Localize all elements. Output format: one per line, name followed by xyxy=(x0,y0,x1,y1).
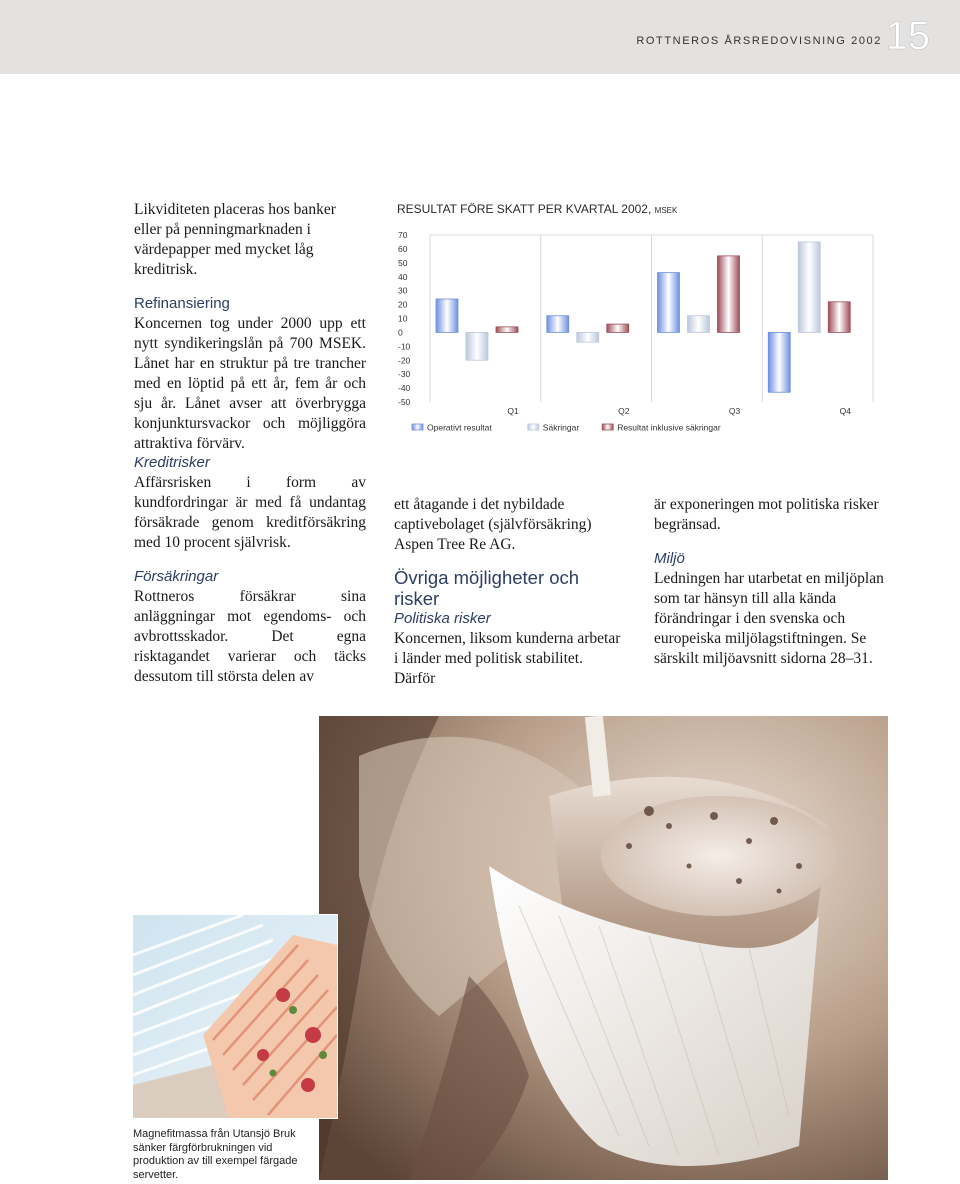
bar-q3-series-3 xyxy=(718,256,740,333)
y-tick-label: -40 xyxy=(398,383,411,394)
legend-label: Säkringar xyxy=(542,422,580,433)
intro-paragraph: Likviditeten placeras hos banker eller på penningmarknaden i värdepapper med mycket låg kreditrisk. xyxy=(134,201,336,278)
legend-swatch xyxy=(412,424,423,430)
politiska-risker-heading: Politiska risker xyxy=(394,610,491,627)
kreditrisker-paragraph: Affärsrisken i form av kundfordringar är med få undantag försäkrade genom kreditförsäkring med 10 procent självrisk. xyxy=(134,474,366,551)
publication-title: ROTTNEROS ÅRSREDOVISNING 2002 xyxy=(636,35,882,47)
x-tick-label: Q3 xyxy=(728,406,741,416)
exponering-paragraph: är exponeringen mot politiska risker begränsad. xyxy=(654,496,879,533)
y-tick-label: -10 xyxy=(398,341,411,352)
y-tick-label: 0 xyxy=(398,327,403,338)
x-tick-label: Q4 xyxy=(839,406,851,416)
bar-q3-series-2 xyxy=(688,316,710,333)
legend-swatch xyxy=(528,424,539,430)
bar-q2-series-3 xyxy=(607,324,629,332)
refinansiering-paragraph: Koncernen tog under 2000 upp ett nytt syndikeringslån på 700 MSEK. Lånet har en struktur på tre trancher med en löptid på ett år, fem år och sju år. Lånet avser att överbrygga konjunktursvackor och möjliggöra attraktiva förvärv. xyxy=(134,315,366,452)
refinansiering-heading: Refinansiering xyxy=(134,295,230,312)
forsakringar-heading: Försäkringar xyxy=(134,568,219,585)
quarterly-result-chart xyxy=(390,222,890,437)
column-2 xyxy=(394,495,626,689)
y-tick-label: 20 xyxy=(398,299,408,310)
forsakringar-paragraph: Rottneros försäkrar sina anläggningar mot egendoms- och avbrottsskador. Det egna risktagandet varierar och täcks dessutom till största delen av xyxy=(134,588,366,685)
legend-label: Resultat inklusive säkringar xyxy=(617,422,721,433)
column-1-upper xyxy=(134,200,366,454)
y-tick-label: 30 xyxy=(398,285,408,296)
y-tick-label: -30 xyxy=(398,369,411,380)
chart-title-text: RESULTAT FÖRE SKATT PER KVARTAL 2002, xyxy=(397,202,652,216)
kreditrisker-heading: Kreditrisker xyxy=(134,454,210,471)
photo-caption: Magnefitmassa från Utansjö Bruk sänker färgförbrukningen vid produktion av till exempel färgade servetter. xyxy=(133,1128,298,1181)
napkins-photo xyxy=(132,914,338,1119)
miljo-heading: Miljö xyxy=(654,550,685,567)
bar-q4-series-3 xyxy=(828,302,850,333)
politiska-risker-paragraph: Koncernen, liksom kunderna arbetar i länder med politisk stabilitet. Därför xyxy=(394,630,621,687)
column-3 xyxy=(654,495,886,669)
legend-label: Operativt resultat xyxy=(427,422,492,433)
bar-q1-series-2 xyxy=(466,332,488,360)
page-number: 15 xyxy=(885,14,930,58)
chart-title xyxy=(397,202,677,216)
bar-q4-series-1 xyxy=(768,332,790,392)
napkins-illustration xyxy=(133,915,337,1118)
y-tick-label: 50 xyxy=(398,257,408,268)
y-tick-label: 60 xyxy=(398,243,408,254)
y-tick-label: -50 xyxy=(398,397,411,407)
bar-q3-series-1 xyxy=(658,273,680,333)
y-tick-label: -20 xyxy=(398,355,411,366)
captive-paragraph: ett åtagande i det nybildade captivebolaget (självförsäkring) Aspen Tree Re AG. xyxy=(394,496,592,553)
chart-title-unit: MSEK xyxy=(654,206,678,215)
miljo-paragraph: Ledningen har utarbetat en miljöplan som tar hänsyn till alla kända förändringar i den svenska och europeiska miljölagstiftningen. Se särskilt miljöavsnitt sidorna 28–31. xyxy=(654,570,884,667)
bar-q1-series-3 xyxy=(496,327,518,333)
x-tick-label: Q2 xyxy=(618,406,630,416)
y-tick-label: 40 xyxy=(398,271,408,282)
column-1-lower xyxy=(134,453,366,687)
bar-q2-series-1 xyxy=(547,316,569,333)
bar-q4-series-2 xyxy=(798,242,820,332)
ovriga-risker-heading: Övriga möjligheter och risker xyxy=(394,567,580,609)
milkshake-illustration xyxy=(319,716,888,1180)
y-tick-label: 10 xyxy=(398,313,408,324)
y-tick-label: 70 xyxy=(398,230,408,240)
bar-q1-series-1 xyxy=(436,299,458,332)
legend-swatch xyxy=(602,424,613,430)
milkshake-photo xyxy=(319,716,888,1180)
bar-q2-series-2 xyxy=(577,332,599,342)
x-tick-label: Q1 xyxy=(507,406,519,416)
